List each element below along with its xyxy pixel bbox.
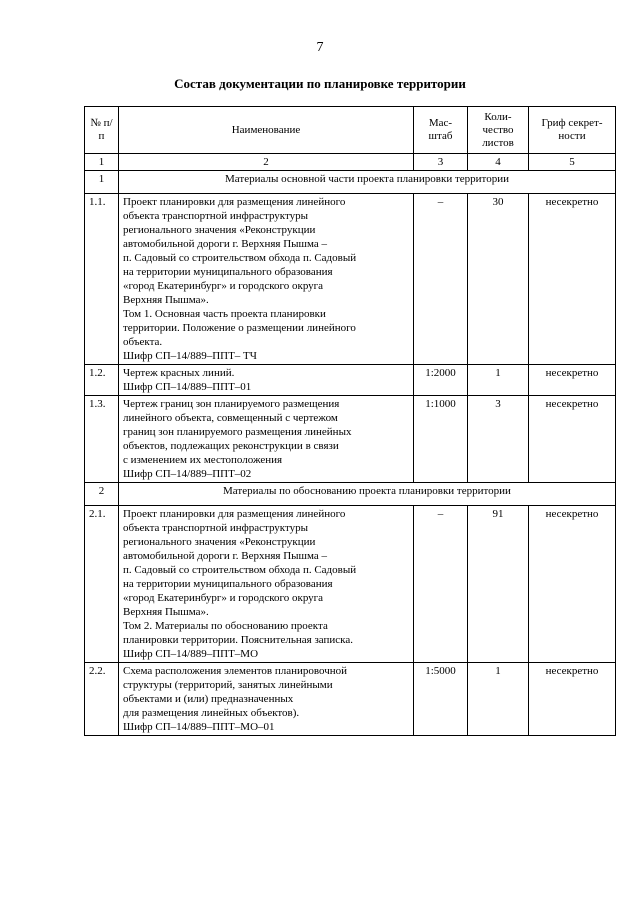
item-number: 1.2.	[85, 365, 119, 396]
item-name-line: объекта.	[123, 336, 163, 348]
table-row	[85, 506, 616, 663]
item-name-line: объекта транспортной инфраструктуры	[123, 210, 309, 222]
item-name-line: объектов, подлежащих реконструкции в связи	[123, 440, 339, 452]
item-name-line: «город Екатеринбург» и городского округа	[123, 280, 324, 292]
item-secrecy: несекретно	[529, 194, 616, 365]
item-name	[119, 663, 414, 736]
item-name-line: структуры (территорий, занятых линейными	[123, 679, 333, 691]
item-name	[119, 506, 414, 663]
item-name	[119, 396, 414, 483]
item-name-line: автомобильной дороги г. Верхняя Пышма –	[123, 550, 328, 562]
item-name-line: Шифр СП–14/889–ППТ–01	[123, 381, 252, 393]
item-sheet-count: 30	[468, 194, 529, 365]
section-row	[85, 171, 616, 194]
header-count: Коли-чество листов	[468, 107, 529, 154]
item-sheet-count: 91	[468, 506, 529, 663]
item-name-line: Верхняя Пышма».	[123, 294, 209, 306]
header-name: Наименование	[119, 107, 414, 154]
item-secrecy: несекретно	[529, 663, 616, 736]
item-name-line: Шифр СП–14/889–ППТ– ТЧ	[123, 350, 257, 362]
documentation-table	[84, 106, 616, 736]
item-name-line: Проект планировки для размещения линейного	[123, 508, 346, 520]
item-name-line: Проект планировки для размещения линейного	[123, 196, 346, 208]
item-name-line: объекта транспортной инфраструктуры	[123, 522, 309, 534]
item-name-line: Том 2. Материалы по обоснованию проекта	[123, 620, 328, 632]
item-name	[119, 194, 414, 365]
item-number: 1.3.	[85, 396, 119, 483]
section-title: Материалы основной части проекта планировки территории	[119, 171, 616, 194]
document-title: Состав документации по планировке территории	[174, 76, 466, 91]
item-scale: –	[414, 506, 468, 663]
item-scale: 1:5000	[414, 663, 468, 736]
section-title: Материалы по обоснованию проекта планировки территории	[119, 483, 616, 506]
item-number: 1.1.	[85, 194, 119, 365]
column-numbers-row	[85, 154, 616, 171]
item-scale: 1:1000	[414, 396, 468, 483]
item-number: 2.1.	[85, 506, 119, 663]
table-row	[85, 194, 616, 365]
item-name-line: регионального значения «Реконструкции	[123, 224, 316, 236]
table-body	[85, 154, 616, 736]
item-name-line: Том 1. Основная часть проекта планировки	[123, 308, 326, 320]
item-name-line: Шифр СП–14/889–ППТ–02	[123, 468, 252, 480]
header-scale: Мас-штаб	[414, 107, 468, 154]
item-name	[119, 365, 414, 396]
table-row	[85, 396, 616, 483]
item-sheet-count: 1	[468, 663, 529, 736]
table-row	[85, 365, 616, 396]
item-name-line: Шифр СП–14/889–ППТ–МО	[123, 648, 259, 660]
table-header-row	[85, 107, 616, 154]
header-num: № п/п	[85, 107, 119, 154]
section-row	[85, 483, 616, 506]
item-secrecy: несекретно	[529, 506, 616, 663]
item-scale: –	[414, 194, 468, 365]
item-name-line: п. Садовый со строительством обхода п. Садовый	[123, 564, 357, 576]
item-name-line: Шифр СП–14/889–ППТ–МО–01	[123, 721, 275, 733]
item-sheet-count: 1	[468, 365, 529, 396]
item-secrecy: несекретно	[529, 365, 616, 396]
item-name-line: объектами и (или) предназначенных	[123, 693, 294, 705]
item-name-line: границ зон планируемого размещения линейных	[123, 426, 352, 438]
item-name-line: с изменением их местоположения	[123, 454, 283, 466]
item-name-line: на территории муниципального образования	[123, 578, 333, 590]
item-name-line: п. Садовый со строительством обхода п. Садовый	[123, 252, 357, 264]
column-number: 5	[529, 154, 616, 171]
item-name-line: на территории муниципального образования	[123, 266, 333, 278]
header-secrecy: Гриф секрет-ности	[529, 107, 616, 154]
item-name-line: линейного объекта, совмещенный с чертежом	[123, 412, 338, 424]
item-name-line: для размещения линейных объектов).	[123, 707, 300, 719]
column-number: 3	[414, 154, 468, 171]
section-number: 2	[85, 483, 119, 506]
column-number: 2	[119, 154, 414, 171]
item-name-line: Чертеж красных линий.	[123, 367, 235, 379]
item-name-line: регионального значения «Реконструкции	[123, 536, 316, 548]
item-name-line: Чертеж границ зон планируемого размещения	[123, 398, 340, 410]
column-number: 4	[468, 154, 529, 171]
item-name-line: планировки территории. Пояснительная записка.	[123, 634, 353, 646]
item-number: 2.2.	[85, 663, 119, 736]
item-name-line: автомобильной дороги г. Верхняя Пышма –	[123, 238, 328, 250]
column-number: 1	[85, 154, 119, 171]
table-row	[85, 663, 616, 736]
item-name-line: Схема расположения элементов планировочной	[123, 665, 348, 677]
item-name-line: территории. Положение о размещении линейного	[123, 322, 356, 334]
item-secrecy: несекретно	[529, 396, 616, 483]
item-name-line: Верхняя Пышма».	[123, 606, 209, 618]
item-name-line: «город Екатеринбург» и городского округа	[123, 592, 324, 604]
section-number: 1	[85, 171, 119, 194]
page-number: 7	[316, 40, 324, 55]
item-scale: 1:2000	[414, 365, 468, 396]
item-sheet-count: 3	[468, 396, 529, 483]
